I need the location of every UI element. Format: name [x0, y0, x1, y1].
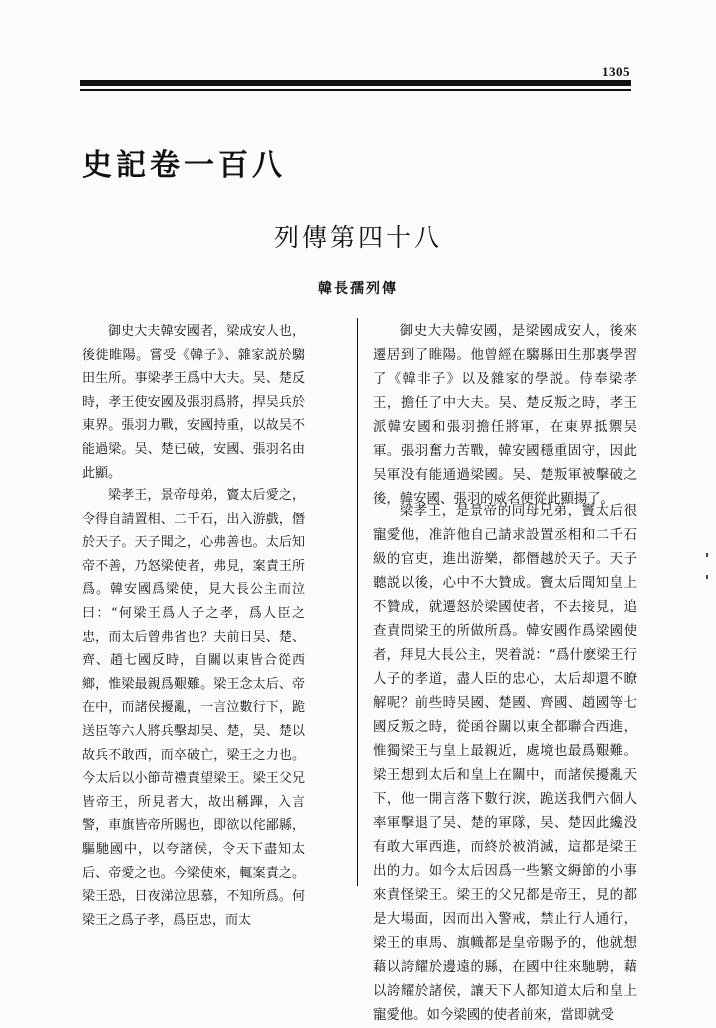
translation-paragraph-1: 御史大夫韓安國，是梁國成安人，後來遷居到了睢陽。他曾經在騶縣田生那裏學習了《韓非子》以及雜家的學説。侍奉梁孝王，擔任了中大夫。吴、楚反叛之時，孝王派韓安國和張羽擔任將軍，在東界抵禦吴軍。張羽奮力苦戰，韓安國穩重固守，因此吴軍没有能通過梁國。吴、楚叛軍被擊破之後，韓安國、張羽的威名便從此顯揚了。: [373, 324, 637, 507]
volume-title: 史記卷一百八: [82, 148, 286, 183]
header-rule-thin: [80, 89, 631, 91]
scan-speck: [706, 575, 708, 579]
original-paragraph-1: 御史大夫韓安國者，梁成安人也，後徙睢陽。嘗受《韓子》、雜家説於騶田生所。事梁孝王爲中大夫。吴、楚反時，孝王使安國及張羽爲將，捍吴兵於東界。張羽力戰，安國持重，以故吴不能過梁。吴、楚已破，安國、張羽名由此顯。: [82, 324, 305, 481]
biography-title: 韓長孺列傳: [318, 281, 398, 297]
header-rule-thick: [80, 80, 631, 86]
chapter-title: 列傳第四十八: [273, 223, 442, 252]
translation-paragraph-2: 梁孝王，是景帝的同母兄弟，竇太后很寵愛他，准許他自己請求設置丞相和二千石級的官吏，進出游樂，都僭越於天子。天子聽説以後，心中不大贊成。竇太后聞知皇上不贊成，就遷怒於梁國使者，不去接見，追查責問梁王的所做所爲。韓安國作爲梁國使者，拜見大長公主，哭着説：“爲什麽梁王行人子的孝道，盡人臣的忠心，太后却還不瞭解呢？前些時吴國、楚國、齊國、趙國等七國反叛之時，從函谷關以東全都聯合西進，惟獨梁王与皇上最親近，處境也最爲艱難。梁王想到太后和皇上在關中，而諸侯擾亂天下，他一開言落下數行淚，跪送我們六個人率軍擊退了吴、楚的軍隊，吴、楚因此纔没有敢大軍西進，而終於被消滅，這都是梁王出的力。如今太后因爲一些繁文縟節的小事來責怪梁王。梁王的父兄都是帝王，見的都是大場面，因而出入警戒，禁止行人通行，梁王的車馬、旗幟都是皇帝賜予的，他就想藉以誇耀於邊遠的縣，在國中往來馳騁，藉以誇耀於諸侯，讓天下人都知道太后和皇上寵愛他。如今梁國的使者前來，當即就受: [373, 504, 637, 1023]
page-number: 1305: [602, 64, 630, 79]
column-divider: [357, 318, 358, 886]
original-paragraph-2: 梁孝王，景帝母弟，竇太后愛之，令得自請置相、二千石，出入游戲，僭於天子。天子聞之，心弗善也。太后知帝不善，乃怒梁使者，弗見，案責王所爲。韓安國爲梁使，見大長公主而泣曰：“何梁王爲人子之孝，爲人臣之忠，而太后曾弗省也？夫前日吴、楚、齊、趙七國反時，自關以東皆合從西鄉，惟梁最親爲艱難。梁王念太后、帝在中，而諸侯擾亂，一言泣數行下，跪送臣等六人將兵擊却吴、楚，吴、楚以故兵不敢西，而卒破亡，梁王之力也。今太后以小節苛禮責望梁王。梁王父兄皆帝王，所見者大，故出稱蹕，入言警，車旗皆帝所賜也，即欲以侘鄙縣，驅馳國中，以夸諸侯，令天下盡知太后、帝愛之也。今梁使來，輒案責之。梁王恐，日夜涕泣思慕，不知所爲。何梁王之爲子孝，爲臣忠，而太: [82, 488, 305, 928]
scan-speck: [706, 553, 708, 557]
